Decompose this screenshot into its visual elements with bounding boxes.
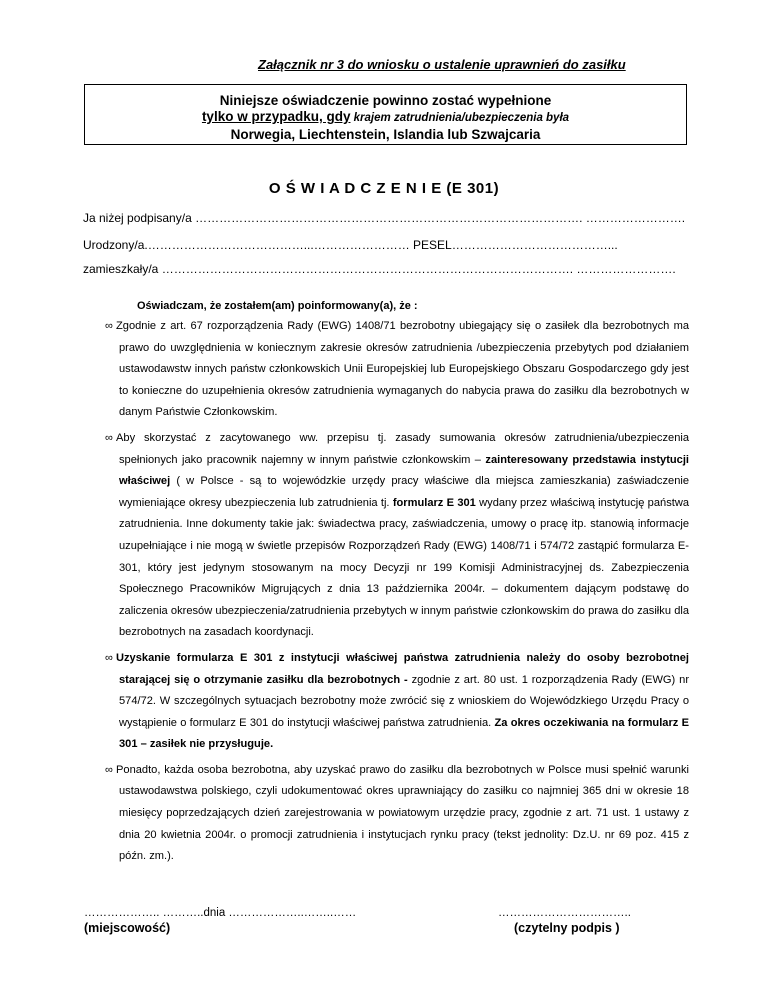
bullet-4-text: Ponadto, każda osoba bezrobotna, aby uzyskać prawo do zasiłku dla bezrobotnych w Polsce musi spełnić warunki ustawodawstwa polskiego, czyli udokumentować okres uprawniający do zasiłku co najmniej 365 dni w okresie 18 miesięcy poprzedzających dzień zarejestrowania w powiatowym urzędzie pracy, zgodnie z art. 71 ust. 1 ustawy z dnia 20 kwietnia 2004r. o promocji zatrudnienia i instytucjach rynku pracy (tekst jednolity: Dz.U. nr 69 poz. 415 z późn. zm.). (116, 763, 689, 863)
annex-title: Załącznik nr 3 do wniosku o ustalenie uprawnień do zasiłku (258, 57, 626, 72)
bullet-icon: ∞ (105, 651, 113, 664)
list-item (105, 760, 689, 868)
bullet-3-text-1: zgodnie z art. 80 ust. 1 rozporządzenia Rady (EWG) nr 574/72. W szczególnych sytuacjach bezrobotny może zwrócić się z wnioskiem do Wojewódzkiego Urzędu Pracy o wystąpienie o formularz E 301 do instytucji właściwej państwa zatrudnienia. (119, 673, 690, 729)
residence-field[interactable]: zamieszkały/a …………………………………………………………………………………………. ……………………. (83, 262, 676, 276)
bullet-2-bold-2: formularz E 301 (392, 496, 476, 509)
place-label: (miejscowość) (84, 921, 171, 935)
notice-line-3: Norwegia, Liechtenstein, Islandia lub Szwajcaria (230, 127, 541, 142)
bullet-1-text: Zgodnie z art. 67 rozporządzenia Rady (EWG) 1408/71 bezrobotny ubiegający się o zasiłek dla bezrobotnych ma prawo do uwzględnienia w koniecznym zakresie okresów zatrudnienia /ubezpieczenia przebytych pod działaniem ustawodawstw innych państw członkowskich Unii Europejskiej lub Europejskiego Obszaru Gospodarczego gdy jest to konieczne do uzupełnienia okresów zatrudnienia wymaganych do nabycia prawa do zasiłku dla bezrobotnych w danym Państwie Członkowskim. (116, 320, 689, 419)
list-item (105, 428, 690, 644)
notice-line-2-underlined: tylko w przypadku, gdy (201, 109, 351, 124)
bullet-icon: ∞ (105, 320, 113, 332)
document-title: O Ś W I A D C Z E N I E (E 301) (268, 180, 500, 197)
bullet-2-text-2: ( w Polsce - są to wojewódzkie urzędy pracy właściwe dla miejsca zamieszkania) zaświadczenie wymieniające okresy ubezpieczenia lub zatrudnienia tj. (119, 475, 689, 509)
signature-label: (czytelny podpis ) (514, 921, 620, 935)
bullet-3-bold-2: Za okres oczekiwania na formularz E 301 – zasiłek nie przysługuje. (119, 716, 689, 751)
declaration-list (105, 316, 690, 872)
list-item (105, 316, 689, 424)
signed-name-field[interactable]: Ja niżej podpisany/a ……………………………………………………………………………………. ……………………. (83, 211, 686, 225)
bullet-2-text-1: Aby skorzystać z zacytowanego ww. przepisu tj. zasady sumowania okresów zatrudnienia/ubezpieczenia spełnionych jako pracownik najemny w innym państwie członkowskim – (116, 431, 689, 466)
bullet-2-bold-1: zainteresowany przedstawia instytucji właściwej (119, 453, 690, 488)
notice-line-2-italic: krajem zatrudnienia/ubezpieczenia była (350, 112, 570, 124)
declaration-intro: Oświadczam, że zostałem(am) poinformowany(a), że : (137, 300, 418, 312)
list-item (105, 648, 690, 756)
bullet-3-bold-1: Uzyskanie formularza E 301 z instytucji właściwej państwa zatrudnienia należy do osoby bezrobotnej starającej się o otrzymanie zasiłku dla bezrobotnych - (116, 651, 689, 686)
notice-box (84, 84, 687, 145)
bullet-2-text-3: wydany przez właściwą instytucję państwa zatrudnienia. Inne dokumenty takie jak: świadectwa pracy, zaświadczenia, umowy o pracę itp. stanowią informacje uzupełniające i nie mogą w świetle przepisów Rozporządzeń Rady (EWG) 1408/71 i 574/72 zastąpić formularza E-301, który jest jedynym stosowanym na mocy Decyzji nr 199 Komisji Administracyjnej ds. Zabezpieczenia Społecznego Pracowników Migrujących z dnia 13 października 2004r. – dokumentem dającym podstawę do zaliczenia okresów ubezpieczenia/zatrudnienia przebytych w innym państwie członkowskim do prawa do zasiłku dla bezrobotnych na zasadach koordynacji. (119, 496, 690, 639)
place-date-field[interactable]: ……………….. ………..dnia ………………..……..…… (84, 907, 357, 919)
bullet-icon: ∞ (105, 431, 113, 444)
notice-line-2 (85, 109, 686, 126)
birth-pesel-field[interactable]: Urodzony/a.…………………………………...…………………… PESEL…………………………………... (83, 238, 618, 252)
notice-line-1: Niniejsze oświadczenie powinno zostać wypełnione (219, 93, 552, 108)
signature-field[interactable]: …………………………….. (498, 907, 631, 919)
bullet-icon: ∞ (105, 763, 113, 776)
